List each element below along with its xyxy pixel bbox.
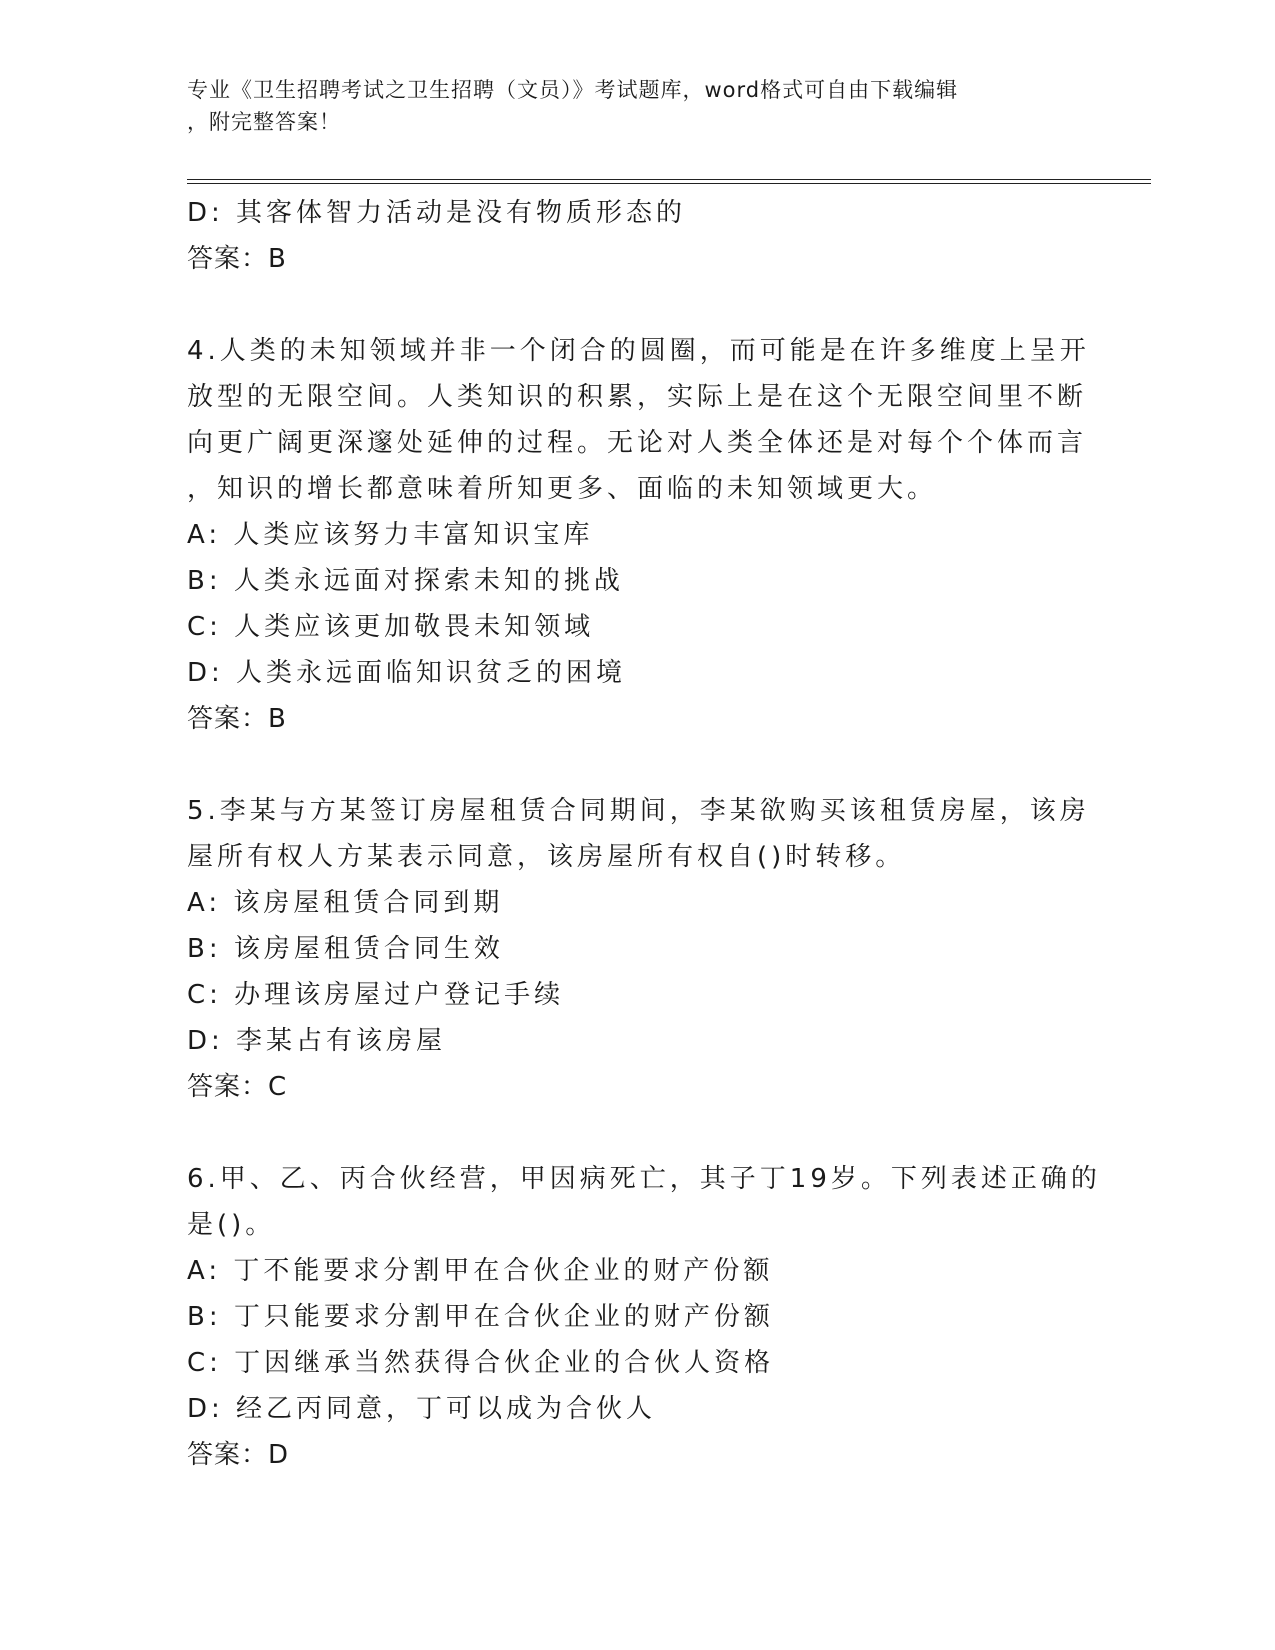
question-stem-line: 5.李某与方某签订房屋租赁合同期间，李某欲购买该租赁房屋，该房 [187,796,1090,826]
option-b: B: 人类永远面对探索未知的挑战 [187,566,624,596]
question-stem-line: 向更广阔更深邃处延伸的过程。无论对人类全体还是对每个个体而言 [187,428,1088,458]
spacer [187,742,1067,788]
answer-line: 答案：B [187,244,287,274]
question-6 [187,1156,1101,1478]
document-header [187,74,1067,138]
question-stem-line: 4.人类的未知领域并非一个闭合的圆圈，而可能是在许多维度上呈开 [187,336,1090,366]
question-stem-line: 放型的无限空间。人类知识的积累，实际上是在这个无限空间里不断 [187,382,1088,412]
header-divider-bottom [187,183,1151,184]
option-a: A: 丁不能要求分割甲在合伙企业的财产份额 [187,1256,774,1286]
option-c: C: 办理该房屋过户登记手续 [187,980,565,1010]
question-3-tail [187,190,1067,282]
answer-line: 答案：B [187,704,287,734]
spacer [187,1110,1067,1156]
option-d: D: 人类永远面临知识贫乏的困境 [187,658,627,688]
option-d: D: 李某占有该房屋 [187,1026,447,1056]
question-stem-line: 屋所有权人方某表示同意，该房屋所有权自()时转移。 [187,842,906,872]
question-stem-line: ，知识的增长都意味着所知更多、面临的未知领域更大。 [187,474,938,504]
question-5 [187,788,1090,1110]
answer-line: 答案：C [187,1072,288,1102]
spacer [187,282,1067,328]
option-b: B: 丁只能要求分割甲在合伙企业的财产份额 [187,1302,774,1332]
option-a: A: 该房屋租赁合同到期 [187,888,504,918]
question-4 [187,328,1090,742]
option-c: C: 丁因继承当然获得合伙企业的合伙人资格 [187,1348,775,1378]
option-d: D: 经乙丙同意，丁可以成为合伙人 [187,1394,657,1424]
header-line-1: 专业《卫生招聘考试之卫生招聘（文员）》考试题库，word格式可自由下载编辑 [187,78,959,102]
header-line-2: ，附完整答案！ [187,110,341,134]
option-d: D: 其客体智力活动是没有物质形态的 [187,198,687,228]
option-b: B: 该房屋租赁合同生效 [187,934,504,964]
option-a: A: 人类应该努力丰富知识宝库 [187,520,594,550]
question-stem-line: 6.甲、乙、丙合伙经营，甲因病死亡，其子丁19岁。下列表述正确的 [187,1164,1101,1194]
header-divider-top [187,179,1151,180]
option-c: C: 人类应该更加敬畏未知领域 [187,612,595,642]
question-stem-line: 是()。 [187,1210,276,1240]
question-list [187,190,1101,1478]
answer-line: 答案：D [187,1440,290,1470]
